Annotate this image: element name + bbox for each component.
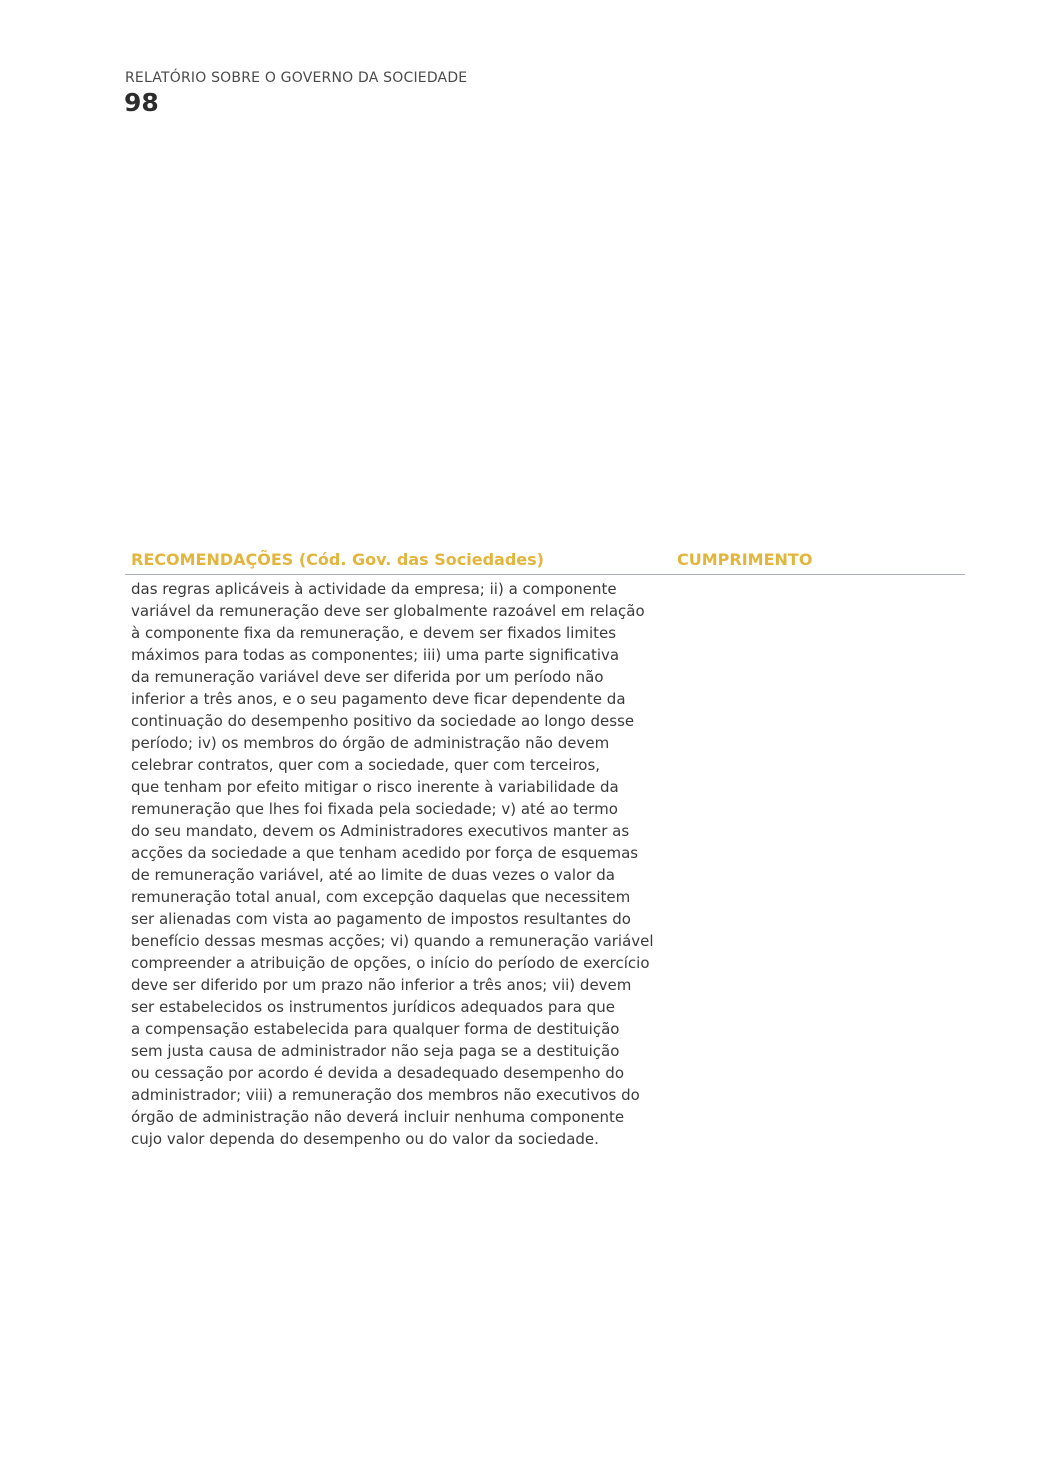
text-line: continuação do desempenho positivo da sociedade ao longo desse	[131, 712, 635, 730]
text-line: remuneração total anual, com excepção daquelas que necessitem	[131, 888, 631, 906]
text-line: ser estabelecidos os instrumentos jurídicos adequados para que	[131, 998, 615, 1016]
text-line: de remuneração variável, até ao limite de duas vezes o valor da	[131, 866, 615, 884]
text-line: período; iv) os membros do órgão de administração não devem	[131, 734, 610, 752]
text-line: sem justa causa de administrador não seja paga se a destituição	[131, 1042, 620, 1060]
table-header	[125, 548, 965, 575]
text-line: ou cessação por acordo é devida a desadequado desempenho do	[131, 1064, 624, 1082]
text-line: ser alienadas com vista ao pagamento de impostos resultantes do	[131, 910, 631, 928]
running-header-title: RELATÓRIO SOBRE O GOVERNO DA SOCIEDADE	[125, 70, 468, 86]
text-line: das regras aplicáveis à actividade da empresa; ii) a componente	[131, 580, 617, 598]
column-header-recommendations: RECOMENDAÇÕES (Cód. Gov. das Sociedades)	[131, 550, 544, 569]
text-line: cujo valor dependa do desempenho ou do valor da sociedade.	[131, 1130, 599, 1148]
text-line: do seu mandato, devem os Administradores executivos manter as	[131, 822, 630, 840]
text-line: deve ser diferido por um prazo não inferior a três anos; vii) devem	[131, 976, 632, 994]
text-line: benefício dessas mesmas acções; vi) quando a remuneração variável	[131, 932, 654, 950]
text-line: da remuneração variável deve ser diferida por um período não	[131, 668, 604, 686]
text-line: inferior a três anos, e o seu pagamento deve ficar dependente da	[131, 690, 626, 708]
page-number: 98	[124, 88, 159, 117]
text-line: compreender a atribuição de opções, o início do período de exercício	[131, 954, 650, 972]
text-line: administrador; viii) a remuneração dos membros não executivos do	[131, 1086, 640, 1104]
recommendation-text	[131, 578, 671, 1150]
text-line: à componente fixa da remuneração, e devem ser fixados limites	[131, 624, 617, 642]
text-line: acções da sociedade a que tenham acedido por força de esquemas	[131, 844, 639, 862]
text-line: a compensação estabelecida para qualquer forma de destituição	[131, 1020, 620, 1038]
text-line: celebrar contratos, quer com a sociedade, quer com terceiros,	[131, 756, 601, 774]
column-header-compliance: CUMPRIMENTO	[677, 550, 813, 569]
text-line: órgão de administração não deverá incluir nenhuma componente	[131, 1108, 625, 1126]
text-line: variável da remuneração deve ser globalmente razoável em relação	[131, 602, 645, 620]
text-line: que tenham por efeito mitigar o risco inerente à variabilidade da	[131, 778, 619, 796]
text-line: remuneração que lhes foi fixada pela sociedade; v) até ao termo	[131, 800, 618, 818]
text-line: máximos para todas as componentes; iii) uma parte significativa	[131, 646, 620, 664]
